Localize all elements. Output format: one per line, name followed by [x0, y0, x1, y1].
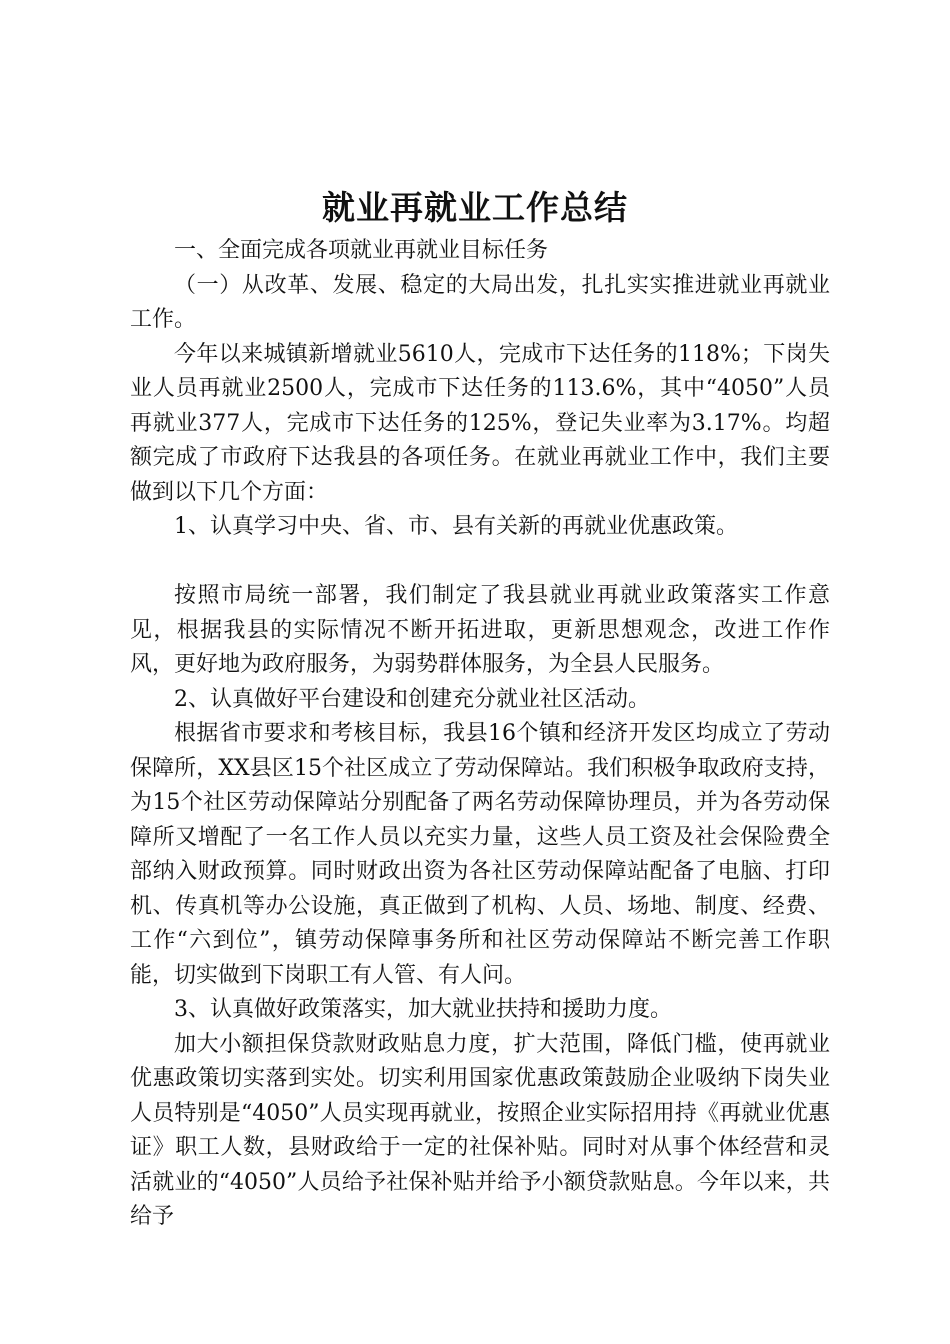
- item-heading-1: 1、认真学习中央、省、市、县有关新的再就业优惠政策。: [174, 514, 738, 539]
- subsection-heading: （一）从改革、发展、稳定的大局出发，扎扎实实推进就业再就业工作。: [130, 272, 830, 332]
- item-heading-2: 2、认真做好平台建设和创建充分就业社区活动。: [174, 686, 650, 712]
- paragraph-support: 加大小额担保贷款财政贴息力度，扩大范围，降低门槛，使再就业优惠政策切实落到实处。切实利用国家优惠政策鼓励企业吸纳下岗失业人员特别是“4050”人员实现再就业，按照企业实际招用持《再就业优惠证》职工人数，县财政给于一定的社保补贴。同时对从事个体经营和灵活就业的“4050”人员给予社保补贴并给予小额贷款贴息。今年以来，共给予: [130, 1031, 830, 1229]
- section-heading: 一、全面完成各项就业再就业目标任务: [174, 238, 549, 263]
- paragraph-summary: 今年以来城镇新增就业5610人，完成市下达任务的118%；下岗失业人员再就业2500人，完成市下达任务的113.6%，其中“4050”人员再就业377人，完成市下达任务的125%，登记失业率为3.17%。均超额完成了市政府下达我县的各项任务。在就业再就业工作中，我们主要做到以下几个方面：: [130, 341, 830, 505]
- paragraph-policy: 按照市局统一部署，我们制定了我县就业再就业政策落实工作意见，根据我县的实际情况不断开拓进取，更新思想观念，改进工作作风，更好地为政府服务，为弱势群体服务，为全县人民服务。: [130, 583, 830, 677]
- document-title: 就业再就业工作总结: [322, 188, 628, 227]
- document-body: [130, 234, 830, 1235]
- item-heading-3: 3、认真做好政策落实，加大就业扶持和援助力度。: [174, 997, 672, 1022]
- paragraph-platform: 根据省市要求和考核目标，我县16个镇和经济开发区均成立了劳动保障所，XX县区15个社区成立了劳动保障站。我们积极争取政府支持，为15个社区劳动保障站分别配备了两名劳动保障协理员，并为各劳动保障所又增配了一名工作人员以充实力量，这些人员工资及社会保险费全部纳入财政预算。同时财政出资为各社区劳动保障站配备了电脑、打印机、传真机等办公设施，真正做到了机构、人员、场地、制度、经费、工作“六到位”，镇劳动保障事务所和社区劳动保障站不断完善工作职能，切实做到下岗职工有人管、有人问。: [130, 721, 830, 988]
